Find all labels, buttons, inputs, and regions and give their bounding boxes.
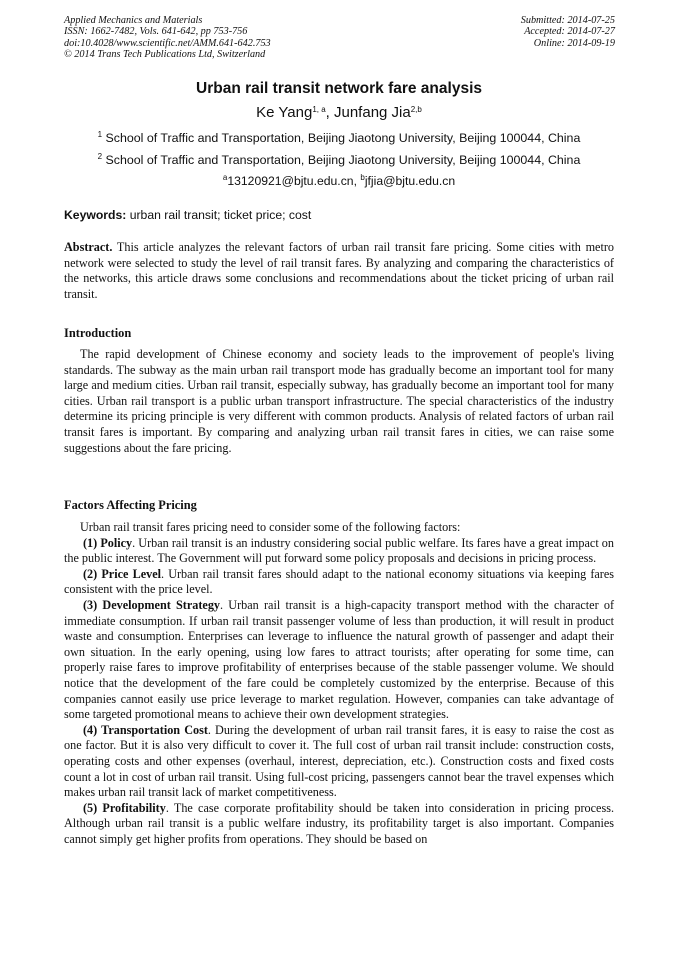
email-marker: b bbox=[360, 173, 365, 182]
factor-item-development-strategy bbox=[64, 598, 614, 723]
introduction-paragraph: The rapid development of Chinese economy and society leads to the improvement of people's living standards. The subway as the main urban rail transport mode has gradually become an important tool for many large and medium cities. Urban rail transit, especially subway, has gradually become an important tool for many cities. Urban rail transport is a public urban transport infrastructure. The special characteristics of the industry determine its pricing principle is very different with common products. Analysis of related factors of urban rail transit fares is important. By comparing and analyzing urban rail transit fares in cities, we can raise some suggestions about the fare pricing. bbox=[64, 347, 614, 455]
author-line bbox=[0, 104, 678, 121]
email-separator: , bbox=[353, 174, 361, 188]
factor-item-price-level bbox=[64, 567, 614, 598]
factor-text: . The case corporate profitability should be taken into consideration in pricing process. Although urban rail transit is a public welfare industry, its profitability target is also important. Companies cannot simply get higher profits from operations. They should be based on bbox=[64, 800, 615, 846]
factor-item-transportation-cost bbox=[64, 723, 614, 801]
factor-label: (1) Policy bbox=[83, 535, 133, 550]
email-link[interactable]: 13120921@bjtu.edu.cn bbox=[227, 174, 354, 188]
abstract-text: This article analyzes the relevant factors of urban rail transit fare pricing. Some cities with metro network were selected to study the level of rail transit fares. By analyzing and comparing the characteristics of the networks, this article draws some conclusions and recommendations about the ticket pricing of urban rail transit. bbox=[64, 240, 614, 301]
factors-section-body bbox=[64, 520, 614, 847]
abstract-paragraph bbox=[64, 240, 614, 302]
submitted-date: Submitted: 2014-07-25 bbox=[520, 15, 615, 26]
affiliation-marker: 2 bbox=[97, 152, 103, 161]
factor-text: . Urban rail transit is a high-capacity transport method with the character of immediate consumption. If urban rail transit passenger volume of less than production, it will result in product waste and consumption. Enterprises can leverage to influence the natural growth of passenger and adapt their own situation. In the early opening, using low fares to attract tourists; after operating for some time, can properly raise fares to improve profitability of enterprises because of the stable passenger volume. We should notice that the development of the fare could be completely customized by the enterprise. Because of this companies cannot easily use price leverage to market regulation. However, companies can take advantage of some targeted promotional means to achieve their own development strategies. bbox=[64, 597, 614, 722]
affiliation-marker: 1 bbox=[97, 130, 103, 139]
email-link[interactable]: jfjia@bjtu.edu.cn bbox=[364, 174, 456, 188]
author-superscript: 2,b bbox=[410, 105, 422, 114]
accepted-date: Accepted: 2014-07-27 bbox=[524, 26, 615, 38]
affiliation-text: School of Traffic and Transportation, Beijing Jiaotong University, Beijing 100044, China bbox=[105, 153, 581, 167]
abstract-label: Abstract. bbox=[64, 240, 113, 254]
affiliation-text: School of Traffic and Transportation, Beijing Jiaotong University, Beijing 100044, China bbox=[105, 131, 581, 145]
keywords-label: Keywords: bbox=[64, 208, 127, 222]
keywords-text: urban rail transit; ticket price; cost bbox=[129, 208, 312, 222]
factor-text: . Urban rail transit fares should adapt to the national economy situations via keeping fares consistent with the price level. bbox=[64, 566, 615, 597]
author-emails bbox=[0, 174, 678, 188]
journal-header-right bbox=[521, 15, 615, 49]
affiliation-1 bbox=[0, 131, 678, 145]
paper-title: Urban rail transit network fare analysis bbox=[196, 80, 482, 97]
author-separator: , bbox=[325, 104, 334, 121]
doi-line[interactable]: doi:10.4028/www.scientific.net/AMM.641-642.753 bbox=[64, 37, 271, 49]
factor-label: (3) Development Strategy bbox=[83, 597, 221, 612]
journal-header-left bbox=[64, 15, 271, 61]
affiliation-2 bbox=[0, 153, 678, 167]
factor-label: (5) Profitability bbox=[83, 800, 166, 815]
author-superscript: 1, a bbox=[312, 105, 326, 114]
issn-line: ISSN: 1662-7482, Vols. 641-642, pp 753-756 bbox=[64, 26, 248, 38]
factor-item-policy bbox=[64, 536, 614, 567]
factor-item-profitability bbox=[64, 801, 614, 848]
email-marker: a bbox=[222, 173, 228, 182]
factor-text: . Urban rail transit is an industry considering social public welfare. Its fares have a great impact on the public interest. The Government will put forward some policy proposals and decisions in pricing process. bbox=[64, 535, 614, 566]
copyright-line: © 2014 Trans Tech Publications Ltd, Switzerland bbox=[64, 49, 266, 61]
online-date: Online: 2014-09-19 bbox=[533, 37, 615, 49]
section-heading-factors: Factors Affecting Pricing bbox=[64, 498, 197, 512]
journal-name: Applied Mechanics and Materials bbox=[64, 15, 203, 26]
author-name: Junfang Jia bbox=[334, 104, 411, 121]
factors-lead-paragraph: Urban rail transit fares pricing need to consider some of the following factors: bbox=[80, 520, 461, 534]
factor-label: (2) Price Level bbox=[83, 566, 161, 581]
keywords-line bbox=[64, 208, 311, 222]
factor-text: . During the development of urban rail transit fares, it is easy to raise the cost as one factor. But it is also very difficult to cover it. The full cost of urban rail transit include: construction costs, operating costs and other expenses (overhaul, interest, depreciation, etc.). Construction costs and fixed costs count a lot in cost of urban rail transit. Using full-cost pricing, passengers cannot bear the travel expenses which makes urban rail transit lack of market competitiveness. bbox=[64, 722, 614, 800]
factor-label: (4) Transportation Cost bbox=[83, 722, 208, 737]
author-name: Ke Yang bbox=[256, 104, 313, 121]
section-heading-introduction: Introduction bbox=[64, 326, 132, 340]
